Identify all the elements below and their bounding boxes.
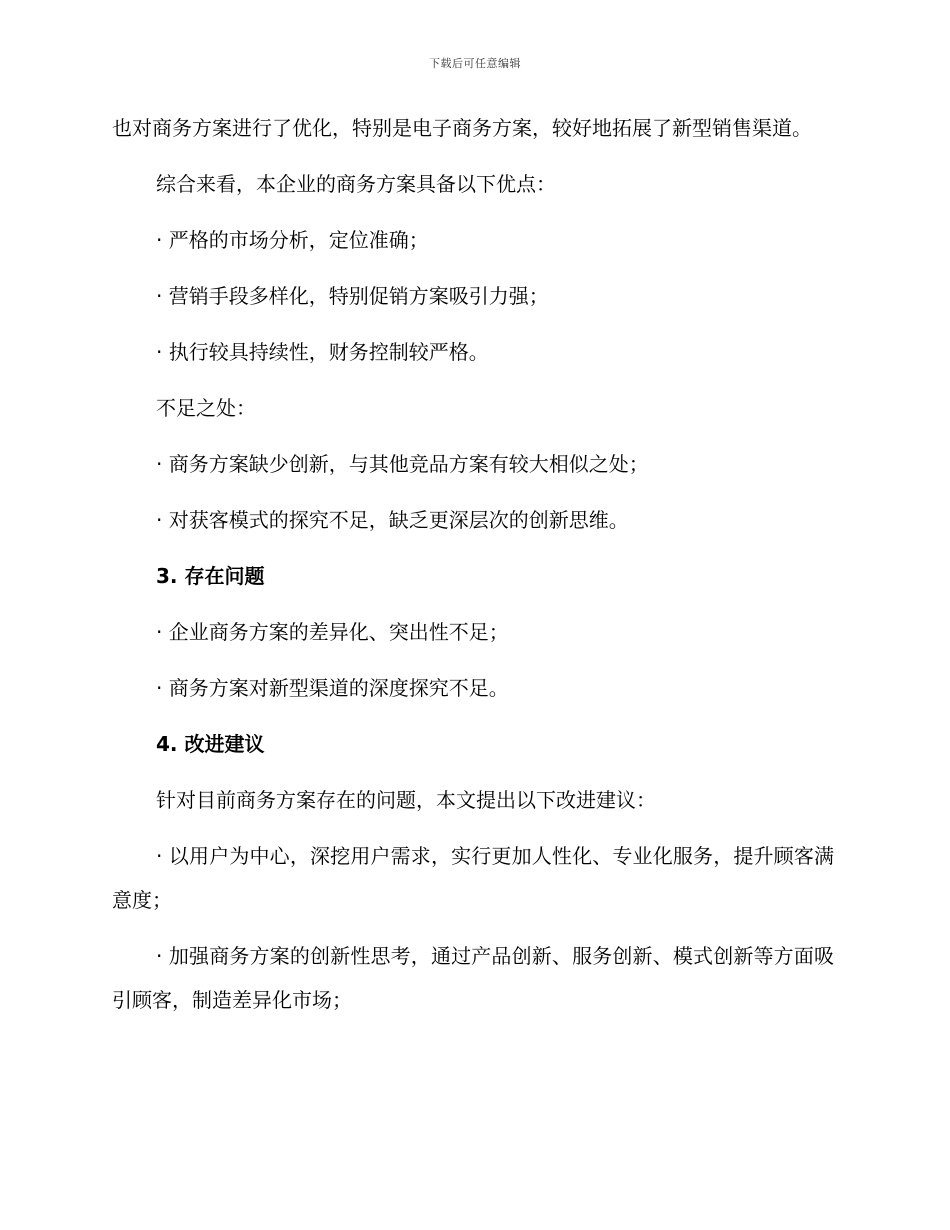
list-item: · 企业商务方案的差异化、突出性不足； [156,620,509,644]
section-heading-suggestions: 4. 改进建议 [156,732,265,756]
paragraph-suggestions-intro: 针对目前商务方案存在的问题，本文提出以下改进建议： [156,788,656,812]
paragraph-2: 综合来看，本企业的商务方案具备以下优点： [156,172,556,196]
list-item: · 营销手段多样化，特别促销方案吸引力强； [156,284,549,308]
document-body [112,106,834,1034]
list-item: · 加强商务方案的创新性思考，通过产品创新、服务创新、模式创新等方面吸引顾客，制造差异化市场； [112,944,834,1012]
list-item: · 以用户为中心，深挖用户需求，实行更加人性化、专业化服务，提升顾客满意度； [112,844,834,912]
list-item: · 严格的市场分析，定位准确； [156,228,429,252]
list-item: · 商务方案缺少创新，与其他竞品方案有较大相似之处； [156,452,649,476]
section-heading-problems: 3. 存在问题 [156,564,265,588]
list-item: · 对获客模式的探究不足，缺乏更深层次的创新思维。 [156,508,629,532]
list-item: · 商务方案对新型渠道的深度探究不足。 [156,676,509,700]
paragraph-1: 也对商务方案进行了优化，特别是电子商务方案，较好地拓展了新型销售渠道。 [112,116,812,140]
paragraph-shortcomings: 不足之处： [156,396,256,420]
page-header: 下载后可任意编辑 [429,57,521,70]
list-item: · 执行较具持续性，财务控制较严格。 [156,340,489,364]
